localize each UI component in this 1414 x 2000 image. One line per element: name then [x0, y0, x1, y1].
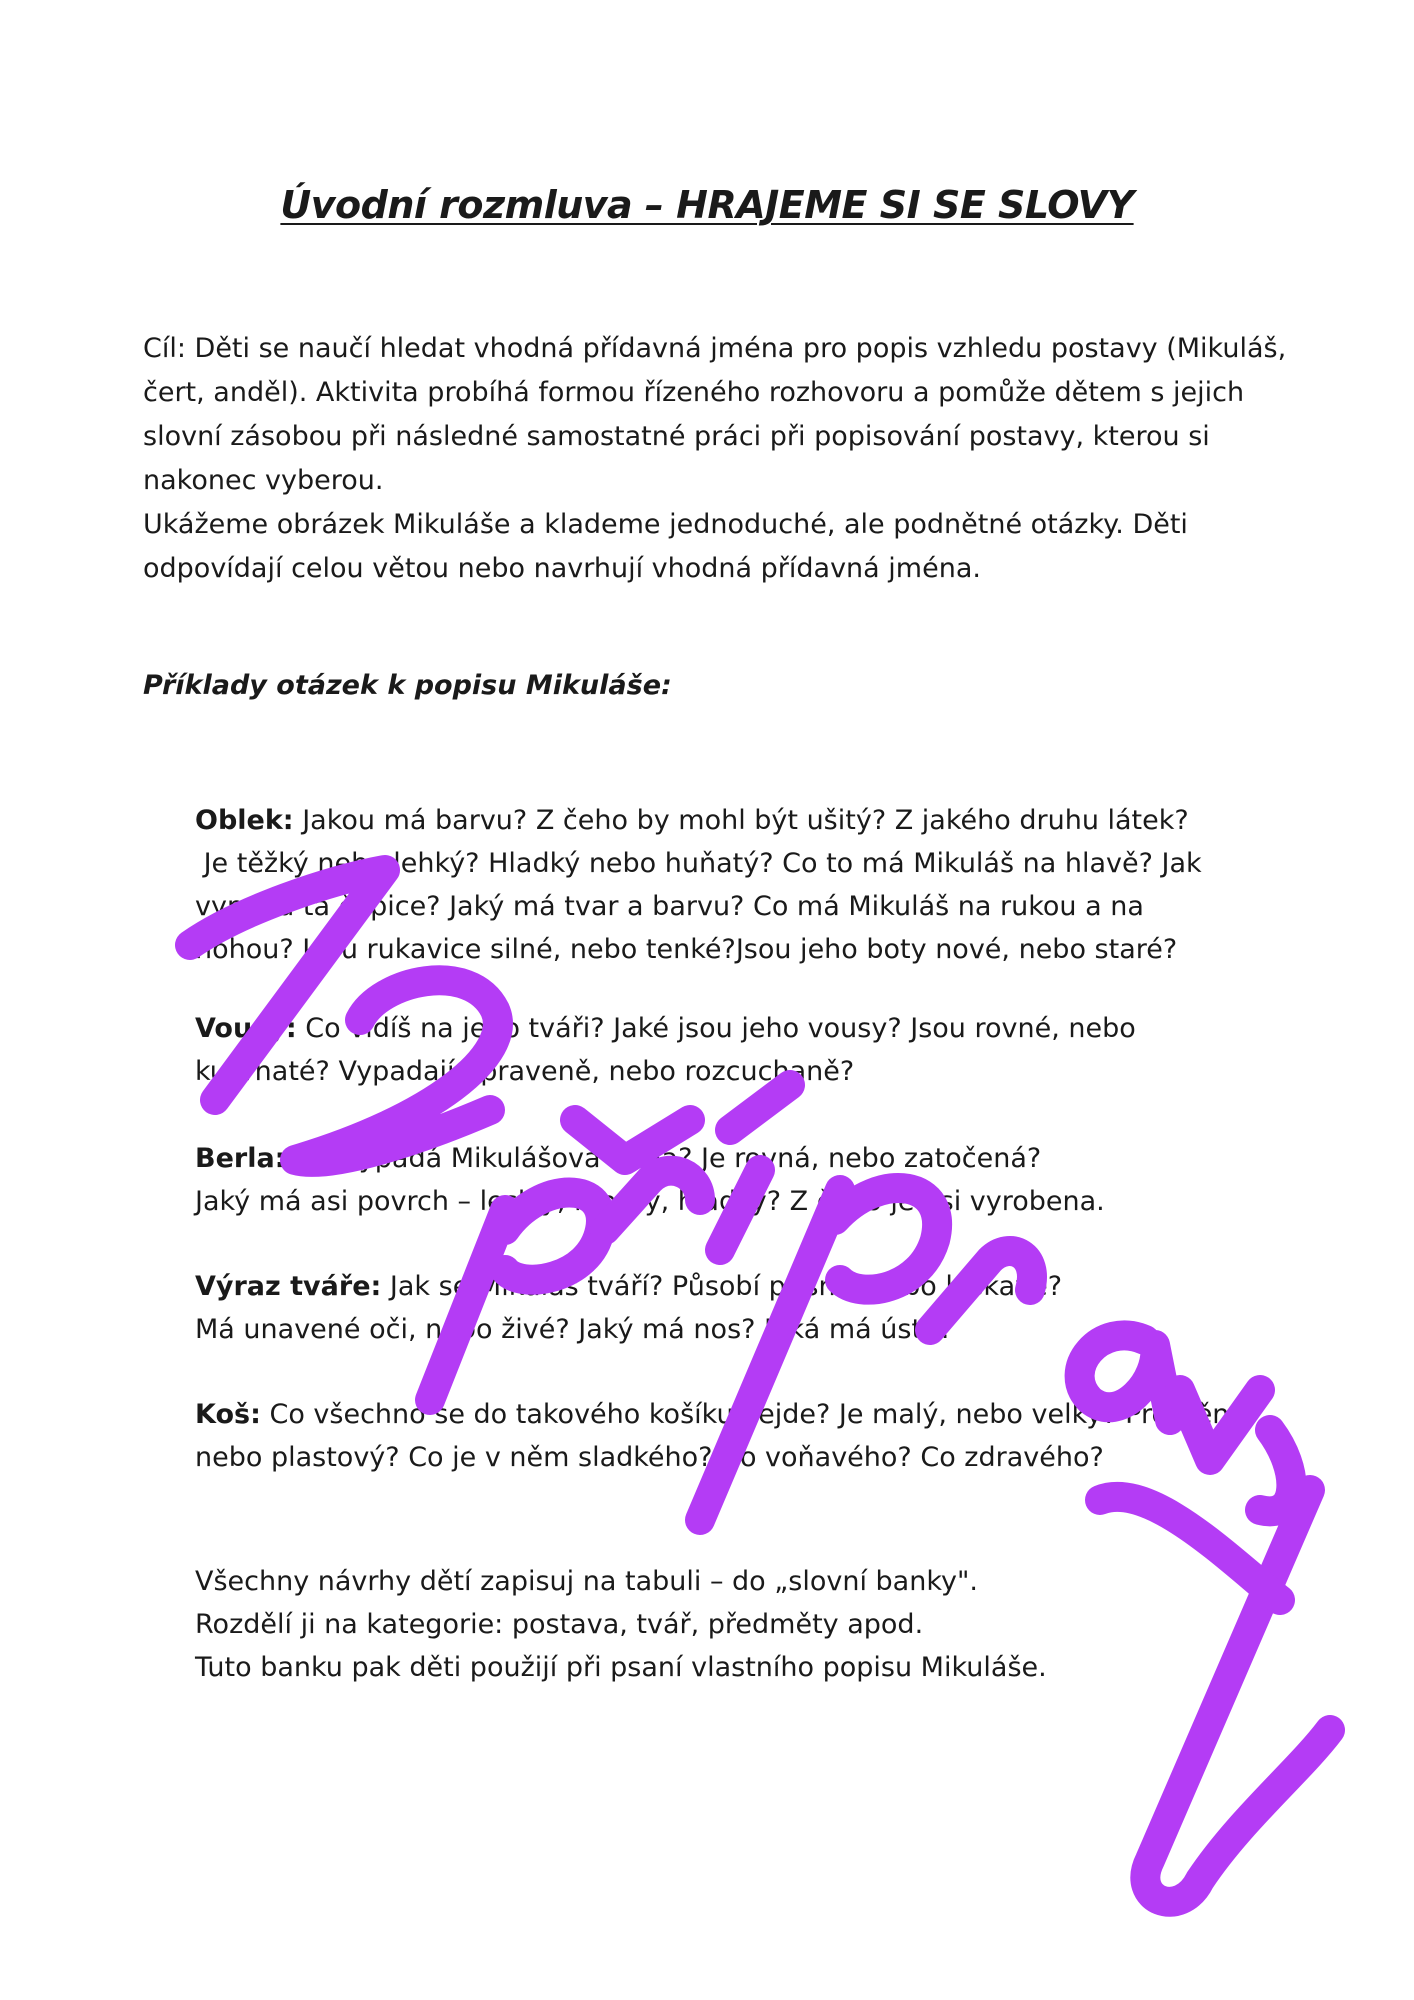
question-block-vousy [195, 1007, 1345, 1093]
question-line: Je těžký nebo lehký? Hladký nebo huňatý? Co to má Mikuláš na hlavě? Jak [195, 848, 1202, 879]
question-line: nebo plastový? Co je v něm sladkého? Co voňavého? Co zdravého? [195, 1442, 1104, 1473]
closing-line: Rozdělí ji na kategorie: postava, tvář, předměty apod. [195, 1609, 924, 1640]
question-line: Jaký má asi povrch – lesklý, matný, hladký? Z čeho je asi vyrobena. [195, 1186, 1105, 1217]
question-line [195, 1265, 1345, 1308]
question-block-kos [195, 1393, 1345, 1479]
question-line: Má unavené oči, nebo živé? Jaký má nos? Jaká má ústa? [195, 1314, 953, 1345]
intro-section [143, 327, 1303, 591]
questions-subheading: Příklady otázek k popisu Mikuláše: [143, 670, 672, 701]
question-label: Oblek: [195, 805, 294, 836]
intro-goal-paragraph: Cíl: Děti se naučí hledat vhodná přídavná jména pro popis vzhledu postavy (Mikuláš, čert, anděl). Aktivita probíhá formou řízeného rozhovoru a pomůže dětem s jejich slovní zásobou při následné samostatné práci při popisování postavy, kterou si nakonec vyberou. [143, 333, 1287, 496]
question-text: Co vidíš na jeho tváři? Jaké jsou jeho vousy? Jsou rovné, nebo [305, 1013, 1136, 1044]
question-line: nohou? Jsou rukavice silné, nebo tenké?Jsou jeho boty nové, nebo staré? [195, 934, 1178, 965]
question-text: Jakou má barvu? Z čeho by mohl být ušitý? Z jakého druhu látek? [302, 805, 1189, 836]
question-label: Berla: [195, 1143, 286, 1174]
question-line [195, 1007, 1345, 1050]
question-block-oblek [195, 799, 1345, 971]
question-line [195, 1393, 1345, 1436]
closing-instructions [195, 1560, 1047, 1689]
question-label: Vousy: [195, 1013, 297, 1044]
question-label: Výraz tváře: [195, 1271, 382, 1302]
question-line [195, 799, 1345, 842]
question-line: kudrnaté? Vypadají upraveně, nebo rozcuchaně? [195, 1056, 855, 1087]
question-line: vypadá ta čepice? Jaký má tvar a barvu? Co má Mikuláš na rukou a na [195, 891, 1144, 922]
closing-line: Všechny návrhy dětí zapisuj na tabuli – do „slovní banky". [195, 1566, 978, 1597]
intro-method-paragraph: Ukážeme obrázek Mikuláše a klademe jednoduché, ale podnětné otázky. Děti odpovídají celou větou nebo navrhují vhodná přídavná jména. [143, 509, 1188, 584]
closing-line: Tuto banku pak děti použijí při psaní vlastního popisu Mikuláše. [195, 1652, 1047, 1683]
page-title: Úvodní rozmluva – HRAJEME SI SE SLOVY [280, 183, 1134, 227]
question-label: Koš: [195, 1399, 261, 1430]
question-block-vyraz-tvare [195, 1265, 1345, 1351]
question-text: Jak se Mikuláš tváří? Působí přísně, nebo laskavě? [389, 1271, 1063, 1302]
question-text: Co všechno se do takového košíku vejde? Je malý, nebo velký? Proutěný, [269, 1399, 1254, 1430]
question-text: Jak vypadá Mikulášova berla? Je rovná, nebo zatočená? [294, 1143, 1042, 1174]
question-line [195, 1137, 1345, 1180]
question-block-berla [195, 1137, 1345, 1223]
